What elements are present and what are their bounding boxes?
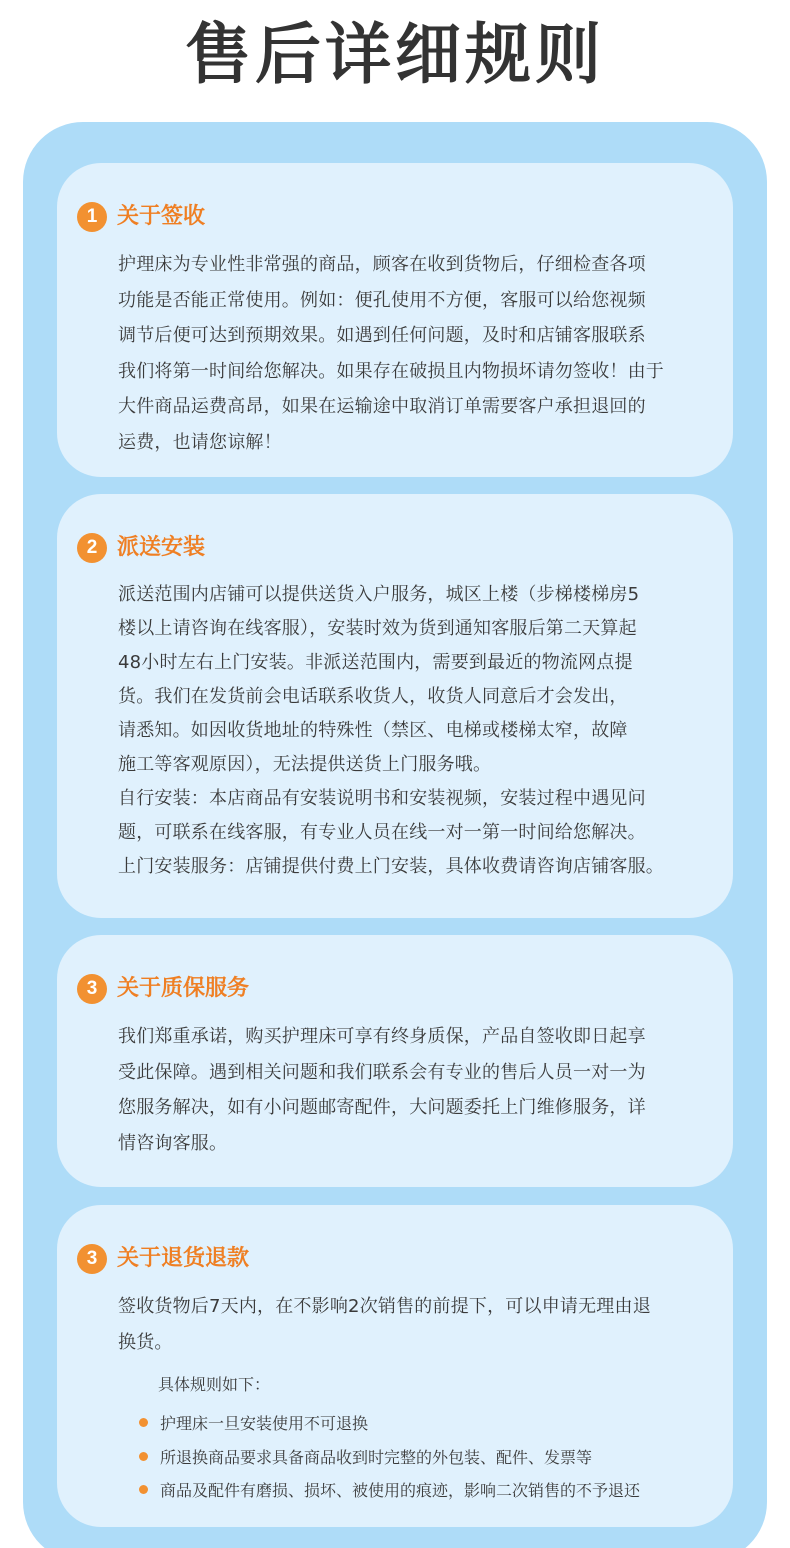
return-rule-item — [139, 1406, 718, 1440]
text-line: 护理床为专业性非常强的商品，顾客在收到货物后，仔细检查各项 — [118, 254, 646, 275]
section-header — [77, 972, 249, 1006]
text-line: 我们将第一时间给您解决。如果存在破损且内物损坏请勿签收！由于 — [118, 360, 664, 382]
section-body — [118, 247, 718, 461]
return-rule-item — [139, 1473, 718, 1507]
rule-text: 商品及配件有磨损、损坏、被使用的痕迹，影响二次销售的不予退还 — [160, 1481, 641, 1501]
section-body — [118, 1019, 718, 1161]
text-line: 调节后便可达到预期效果。如遇到任何问题，及时和店铺客服联系 — [118, 325, 646, 347]
text-line: 48小时左右上门安装。非派送范围内，需要到最近的物流网点提 — [118, 652, 633, 673]
text-line: 签收货物后7天内，在不影响2次销售的前提下，可以申请无理由退 — [118, 1296, 651, 1317]
text-line: 施工等客观原因），无法提供送货上门服务哦。 — [118, 754, 492, 775]
text-line: 我们郑重承诺，购买护理床可享有终身质保，产品自签收即日起享 — [118, 1026, 646, 1047]
section-title: 派送安装 — [117, 535, 206, 560]
text-line: 运费，也请您谅解！ — [118, 431, 282, 453]
text-line: 货。我们在发货前会电话联系收货人，收货人同意后才会发出， — [118, 686, 628, 707]
text-line: 自行安装：本店商品有安装说明书和安装视频，安装过程中遇见问 — [118, 788, 646, 809]
return-rule-item — [139, 1440, 718, 1474]
section-paragraph — [118, 1019, 718, 1161]
rule-text: 所退换商品要求具备商品收到时完整的外包装、配件、发票等 — [160, 1447, 593, 1467]
return-rules-list — [139, 1406, 718, 1507]
section-header — [77, 531, 205, 565]
text-line: 上门安装服务：店铺提供付费上门安装，具体收费请咨询店铺客服。 — [118, 856, 664, 877]
text-line: 请悉知。如因收货地址的特殊性（禁区、电梯或楼梯太窄，故障 — [118, 720, 628, 741]
text-line: 情咨询客服。 — [118, 1132, 228, 1154]
rules-intro: 具体规则如下： — [158, 1375, 271, 1395]
text-line: 题，可联系在线客服，有专业人员在线一对一第一时间给您解决。 — [118, 822, 646, 843]
section-card-delivery-installation — [57, 494, 733, 918]
section-header — [77, 200, 205, 234]
text-line: 您服务解决，如有小问题邮寄配件，大问题委托上门维修服务，详 — [118, 1097, 646, 1119]
section-card-sign-receipt — [57, 163, 733, 477]
section-title: 关于退货退款 — [117, 1246, 250, 1271]
section-number-badge: 3 — [77, 1244, 107, 1274]
text-line: 派送范围内店铺可以提供送货入户服务，城区上楼（步梯楼梯房5 — [118, 584, 640, 605]
section-card-returns-refunds — [57, 1205, 733, 1527]
section-paragraph — [118, 578, 718, 884]
page-title: 售后详细规则 — [185, 16, 605, 93]
bullet-dot-icon — [139, 1418, 148, 1427]
bullet-dot-icon — [139, 1485, 148, 1494]
text-line: 换货。 — [118, 1331, 173, 1353]
section-number-badge: 3 — [77, 974, 107, 1004]
section-number-badge: 1 — [77, 202, 107, 232]
text-line: 大件商品运费高昂，如果在运输途中取消订单需要客户承担退回的 — [118, 396, 646, 418]
section-card-warranty-service — [57, 935, 733, 1187]
section-title: 关于签收 — [117, 204, 206, 229]
bullet-dot-icon — [139, 1452, 148, 1461]
rule-text: 护理床一旦安装使用不可退换 — [160, 1414, 369, 1434]
text-line: 楼以上请咨询在线客服），安装时效为货到通知客服后第二天算起 — [118, 618, 637, 639]
text-line: 受此保障。遇到相关问题和我们联系会有专业的售后人员一对一为 — [118, 1061, 646, 1083]
section-header — [77, 1242, 249, 1276]
section-body — [118, 1289, 718, 1507]
section-paragraph — [118, 1289, 718, 1360]
section-title: 关于质保服务 — [117, 976, 250, 1001]
section-number-badge: 2 — [77, 533, 107, 563]
section-paragraph — [118, 247, 718, 461]
text-line: 功能是否能正常使用。例如：便孔使用不方便，客服可以给您视频 — [118, 289, 646, 311]
section-body — [118, 578, 718, 884]
